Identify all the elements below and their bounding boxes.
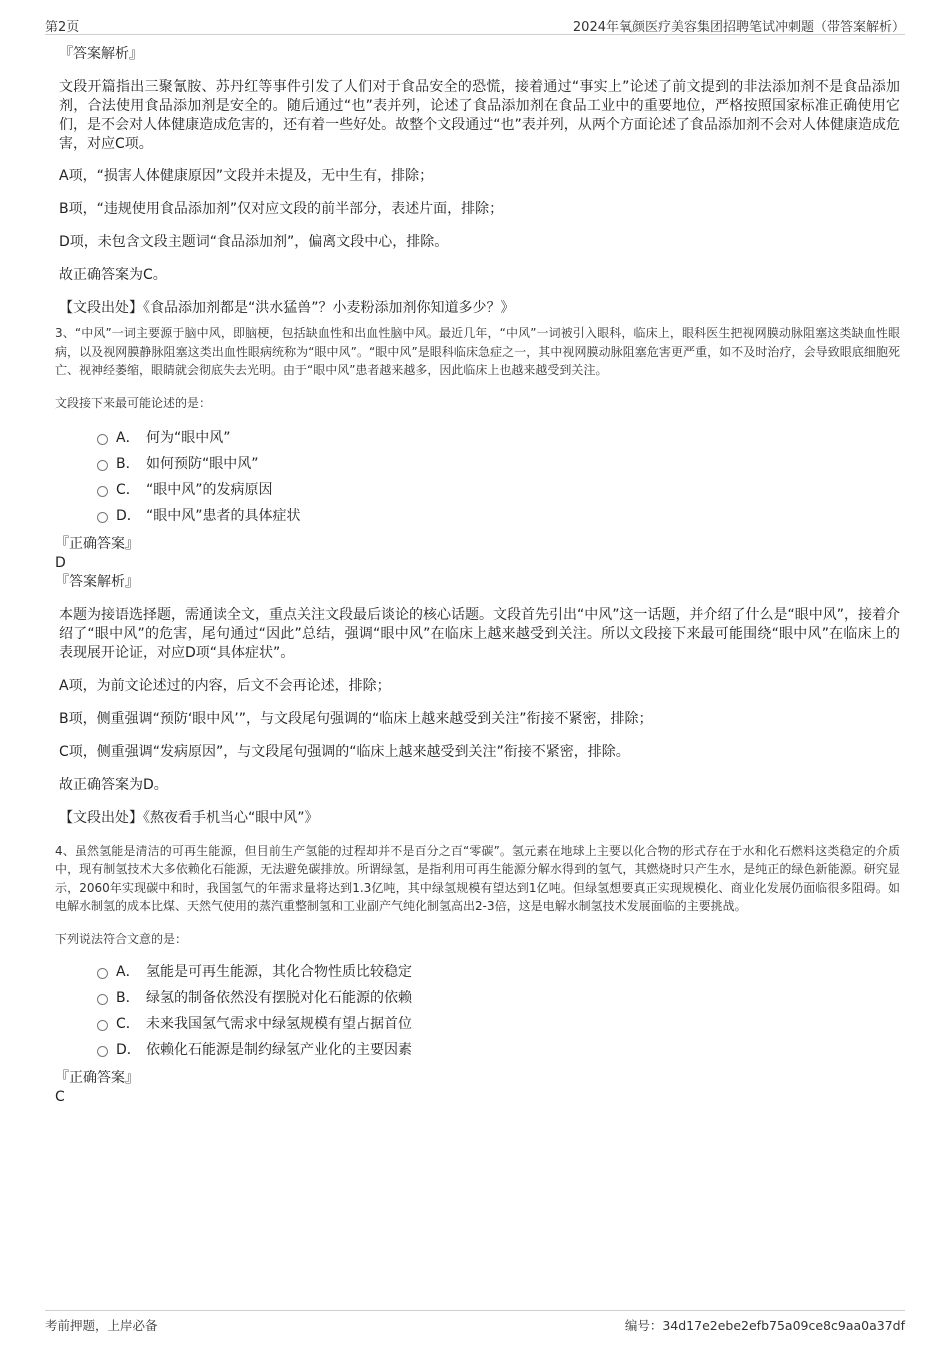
q3-options — [97, 425, 900, 529]
page-footer — [45, 1310, 905, 1335]
radio-button-icon[interactable] — [97, 1020, 108, 1031]
q4-question-text: 4、虽然氢能是清洁的可再生能源，但目前生产氢能的过程却并不是百分之百“零碳”。氢元素在地球上主要以化合物的形式存在于水和化石燃料这类稳定的介质中，现有制氢技术大多依赖化石能源，无法避免碳排放。所谓绿氢，是指利用可再生能源分解水得到的氢气，其燃烧时只产生水，是纯正的绿色新能源。研究显示，2060年实现碳中和时，我国氢气的年需求量将达到1.3亿吨，其中绿氢规模有望达到1亿吨。但绿氢想要真正实现规模化、商业化发展仍面临很多阻碍。如电解水制氢的成本比煤、天然气使用的蒸汽重整制氢和工业副产气纯化制氢高出2-3倍，这是电解水制氢技术发展面临的主要挑战。 — [55, 843, 900, 913]
q4-option-c[interactable]: C． 未来我国氢气需求中绿氢规模有望占据首位 — [97, 1011, 900, 1037]
page-content — [55, 44, 900, 1107]
q2-option-b-note: B项，“违规使用食品添加剂”仅对应文段的前半部分，表述片面，排除； — [59, 201, 504, 217]
q3-answer-tag: 『正确答案』 — [55, 535, 139, 552]
q3-source: 【文段出处】《熬夜看手机当心“眼中风”》 — [59, 809, 319, 826]
radio-button-icon[interactable] — [97, 486, 108, 497]
q3-prompt: 文段接下来最可能论述的是： — [55, 395, 212, 410]
q4-options — [97, 959, 900, 1063]
radio-button-icon[interactable] — [97, 968, 108, 979]
q4-prompt: 下列说法符合文意的是： — [55, 931, 188, 946]
q2-analysis: 文段开篇指出三聚氰胺、苏丹红等事件引发了人们对于食品安全的恐慌，接着通过“事实上”论述了前文提到的非法添加剂不是食品添加剂，合法使用食品添加剂是安全的。随后通过“也”表并列，论述了食品添加剂在食品工业中的重要地位，严格按照国家标准正确使用它们，是不会对人体健康造成危害的，还有着一些好处。故整个文段通过“也”表并列，从两个方面论述了食品添加剂不会对人体健康造成危害，对应C项。 — [59, 79, 900, 152]
q2-option-a-note: A项，“损害人体健康原因”文段并未提及，无中生有，排除； — [59, 168, 434, 184]
q4-option-d[interactable]: D． 依赖化石能源是制约绿氢产业化的主要因素 — [97, 1037, 900, 1063]
option-text: “眼中风”患者的具体症状 — [146, 507, 301, 524]
radio-button-icon[interactable] — [97, 994, 108, 1005]
q3-option-b-note: B项，侧重强调“预防‘眼中风’”，与文段尾句强调的“临床上越来越受到关注”衔接不紧密，排除； — [59, 710, 653, 727]
q3-option-b[interactable]: B． 如何预防“眼中风” — [97, 451, 900, 477]
q4-answer-tag: 『正确答案』 — [55, 1069, 139, 1086]
q3-option-a-note: A项，为前文论述过的内容，后文不会再论述，排除； — [59, 677, 391, 694]
q3-option-c-note: C项，侧重强调“发病原因”，与文段尾句强调的“临床上越来越受到关注”衔接不紧密，排除。 — [59, 743, 630, 760]
document-id: 编号：34d17e2ebe2efb75a09ce8c9aa0a37df — [624, 1318, 905, 1333]
q4-option-b[interactable]: B． 绿氢的制备依然没有摆脱对化石能源的依赖 — [97, 985, 900, 1011]
document-title: 2024年氧颜医疗美容集团招聘笔试冲刺题（带答案解析） — [572, 20, 905, 35]
radio-button-icon[interactable] — [97, 434, 108, 445]
q4-answer: C — [55, 1088, 65, 1105]
q3-option-a[interactable]: A． 何为“眼中风” — [97, 425, 900, 451]
option-text: “眼中风”的发病原因 — [146, 481, 273, 498]
q4-option-a[interactable]: A． 氢能是可再生能源，其化合物性质比较稳定 — [97, 959, 900, 985]
option-text: 何为“眼中风” — [146, 429, 231, 446]
radio-button-icon[interactable] — [97, 460, 108, 471]
q3-analysis-tag: 『答案解析』 — [55, 573, 139, 590]
q2-conclusion: 故正确答案为C。 — [59, 267, 167, 283]
q3-answer: D — [55, 554, 66, 571]
q2-option-d-note: D项，未包含文段主题词“食品添加剂”，偏离文段中心，排除。 — [59, 234, 449, 250]
option-text: 依赖化石能源是制约绿氢产业化的主要因素 — [146, 1041, 412, 1058]
q3-conclusion: 故正确答案为D。 — [59, 776, 168, 793]
option-text: 绿氢的制备依然没有摆脱对化石能源的依赖 — [146, 989, 412, 1006]
radio-button-icon[interactable] — [97, 1046, 108, 1057]
option-text: 未来我国氢气需求中绿氢规模有望占据首位 — [146, 1015, 412, 1032]
q2-source: 【文段出处】《食品添加剂都是“洪水猛兽”？小麦粉添加剂你知道多少？》 — [59, 300, 515, 316]
q2-analysis-tag: 『答案解析』 — [59, 46, 143, 62]
page-header — [45, 14, 905, 35]
q3-question-text: 3、“中风”一词主要源于脑中风，即脑梗，包括缺血性和出血性脑中风。最近几年，“中风”一词被引入眼科，临床上，眼科医生把视网膜动脉阻塞这类缺血性眼病，以及视网膜静脉阻塞这类出血性眼病统称为“眼中风”。“眼中风”是眼科临床急症之一，其中视网膜动脉阻塞危害更严重，如不及时治疗，会导致眼底细胞死亡、视神经萎缩，眼睛就会彻底失去光明。由于“眼中风”患者越来越多，因此临床上也越来越受到关注。 — [55, 326, 900, 377]
q3-option-c[interactable]: C． “眼中风”的发病原因 — [97, 477, 900, 503]
option-text: 氢能是可再生能源，其化合物性质比较稳定 — [146, 963, 412, 980]
q3-analysis: 本题为接语选择题，需通读全文，重点关注文段最后谈论的核心话题。文段首先引出“中风”这一话题，并介绍了什么是“眼中风”，接着介绍了“眼中风”的危害，尾句通过“因此”总结，强调“眼中风”在临床上越来越受到关注。所以文段接下来最可能围绕“眼中风”在临床上的表现展开论证，对应D项“具体症状”。 — [59, 606, 901, 661]
option-text: 如何预防“眼中风” — [146, 455, 259, 472]
page-number: 第2页 — [45, 20, 80, 35]
radio-button-icon[interactable] — [97, 512, 108, 523]
footer-slogan: 考前押题，上岸必备 — [45, 1318, 158, 1333]
q3-option-d[interactable]: D． “眼中风”患者的具体症状 — [97, 503, 900, 529]
